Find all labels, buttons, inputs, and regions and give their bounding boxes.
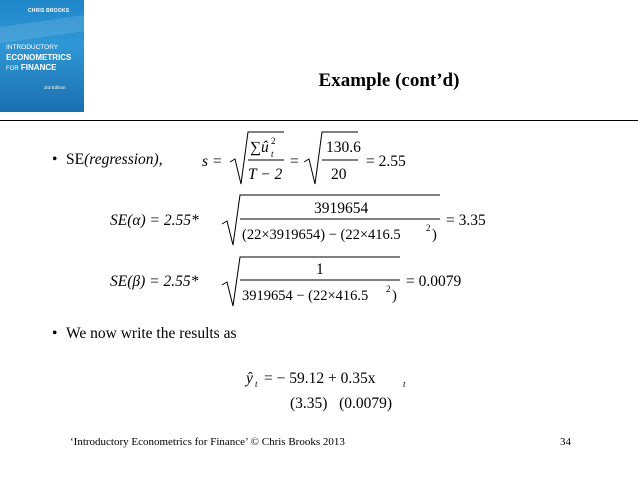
bullet1-text: SE bbox=[66, 151, 85, 168]
s-var: s = bbox=[202, 153, 223, 170]
se-alpha-result: = 3.35 bbox=[446, 212, 486, 229]
cover-author: CHRIS BROOKS bbox=[28, 8, 70, 14]
cover-title-line1: INTRODUCTORY bbox=[6, 44, 59, 51]
se-beta-den: 3919654 − (22×416.5 bbox=[242, 288, 369, 304]
s-den: T − 2 bbox=[248, 166, 283, 183]
se-beta-equation bbox=[110, 254, 530, 310]
bullet-dot: • bbox=[52, 151, 58, 168]
fitted-equation bbox=[240, 364, 460, 414]
bullet-write-results bbox=[52, 325, 237, 343]
se-alpha-den-close: ) bbox=[432, 227, 437, 243]
cover-decoration bbox=[0, 12, 84, 45]
fit-lhs-sub: t bbox=[255, 379, 258, 389]
se-beta-den-close: ) bbox=[392, 288, 397, 304]
se-alpha-num: 3919654 bbox=[314, 200, 369, 217]
rss-den: 20 bbox=[331, 166, 347, 183]
page-number: 34 bbox=[560, 436, 571, 448]
se-beta-lhs: SE(β) = 2.55* bbox=[110, 273, 199, 290]
se-beta-result: = 0.0079 bbox=[406, 273, 462, 290]
se-alpha-den-sup: 2 bbox=[426, 223, 431, 233]
cover-title-for: FOR bbox=[6, 66, 19, 72]
title-divider bbox=[0, 120, 638, 121]
se-row: (3.35) (0.0079) bbox=[290, 395, 393, 412]
s-equation bbox=[200, 128, 430, 190]
slide-title: Example (cont’d) bbox=[318, 70, 460, 91]
s-result: = 2.55 bbox=[366, 153, 406, 170]
bullet-dot: • bbox=[52, 325, 58, 342]
bullet1-italic: (regression), bbox=[84, 151, 163, 168]
cover-edition: 3rd Edition bbox=[44, 85, 66, 90]
sum-u-sup: 2 bbox=[271, 136, 276, 146]
se-alpha-lhs: SE(α) = 2.55* bbox=[110, 212, 199, 229]
se-alpha-equation bbox=[110, 192, 530, 248]
se-beta-num: 1 bbox=[316, 261, 324, 278]
sum-u-num: ∑û bbox=[250, 139, 269, 156]
cover-title-line2: ECONOMETRICS bbox=[6, 53, 72, 62]
bullet2-text: We now write the results as bbox=[66, 325, 237, 342]
book-cover-image bbox=[0, 0, 84, 112]
rss-num: 130.6 bbox=[326, 139, 361, 156]
fit-rhs: = − 59.12 + 0.35x bbox=[264, 370, 376, 387]
footer-source: ‘Introductory Econometrics for Finance’ © Chris Brooks 2013 bbox=[70, 436, 345, 448]
eq-sign-1: = bbox=[290, 153, 299, 170]
bullet-se-regression bbox=[52, 151, 163, 169]
se-alpha-den: (22×3919654) − (22×416.5 bbox=[242, 227, 401, 243]
se-beta-den-sup: 2 bbox=[386, 284, 391, 294]
fit-lhs: ŷ bbox=[246, 370, 253, 387]
cover-title-finance: FINANCE bbox=[20, 63, 57, 72]
fit-rhs-sub: t bbox=[403, 379, 406, 389]
sum-u-sub: t bbox=[271, 149, 274, 159]
